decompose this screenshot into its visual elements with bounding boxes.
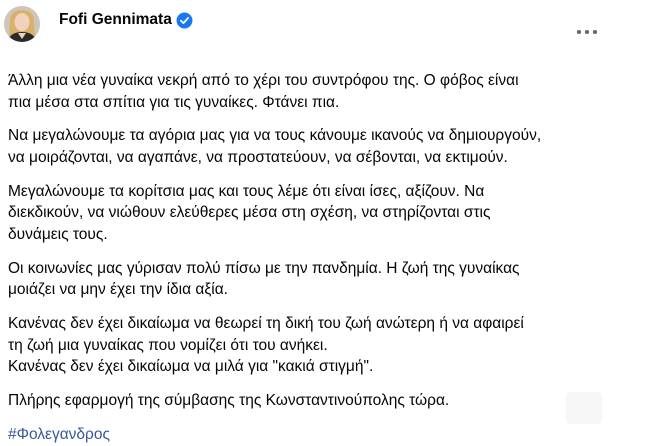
text-line: διεκδικούν, να νιώθουν ελεύθερες μέσα στη σχέση, να στηρίζονται στις xyxy=(8,204,491,222)
paragraph-6 xyxy=(8,390,644,412)
avatar[interactable] xyxy=(4,6,40,42)
paragraph-5 xyxy=(8,313,644,378)
author-name[interactable]: Fofi Gennimata xyxy=(59,11,172,28)
profile-photo xyxy=(4,6,40,42)
text-line: τη ζωή μια γυναίκας που νομίζει ότι του ανήκει. xyxy=(8,336,328,354)
paragraph-3 xyxy=(8,181,644,246)
text-line: Μεγαλώνουμε τα κορίτσια μας και τους λέμε ότι είναι ίσες, αξίζουν. Να xyxy=(8,182,485,200)
watermark-corner xyxy=(566,392,602,424)
text-line: Οι κοινωνίες μας γύρισαν πολύ πίσω με την πανδημία. Η ζωή της γυναίκας xyxy=(8,259,520,277)
text-line: δυνάμεις τους. xyxy=(8,225,108,243)
text-line: Άλλη μια νέα γυναίκα νεκρή από το χέρι του συντρόφου της. Ο φόβος είναι xyxy=(8,72,519,89)
text-line: να μοιράζονται, να αγαπάνε, να προστατεύουν, να σέβονται, να εκτιμούν. xyxy=(8,148,508,166)
text-line: μοιάζει να μην έχει την ίδια αξία. xyxy=(8,281,228,299)
text-line: πια μέσα στα σπίτια για τις γυναίκες. Φτάνει πια. xyxy=(8,93,340,111)
hashtag-link[interactable]: #Φολεγανδρος xyxy=(8,425,110,443)
more-options-icon[interactable] xyxy=(572,22,602,42)
paragraph-2 xyxy=(8,125,644,168)
text-line: Κανένας δεν έχει δικαίωμα να μιλά για "κακιά στιγμή". xyxy=(8,358,374,376)
verified-badge-icon xyxy=(176,12,193,29)
paragraph-1 xyxy=(8,70,644,113)
paragraph-4 xyxy=(8,258,644,301)
post-header xyxy=(59,11,193,29)
post-text xyxy=(8,70,644,445)
text-line: Πλήρης εφαρμογή της σύμβασης της Κωνσταντινούπολης τώρα. xyxy=(8,392,450,410)
text-line: Κανένας δεν έχει δικαίωμα να θεωρεί τη δική του ζωή ανώτερη ή να αφαιρεί xyxy=(8,315,524,333)
text-line: Να μεγαλώνουμε τα αγόρια μας για να τους κάνουμε ικανούς να δημιουργούν, xyxy=(8,127,542,145)
